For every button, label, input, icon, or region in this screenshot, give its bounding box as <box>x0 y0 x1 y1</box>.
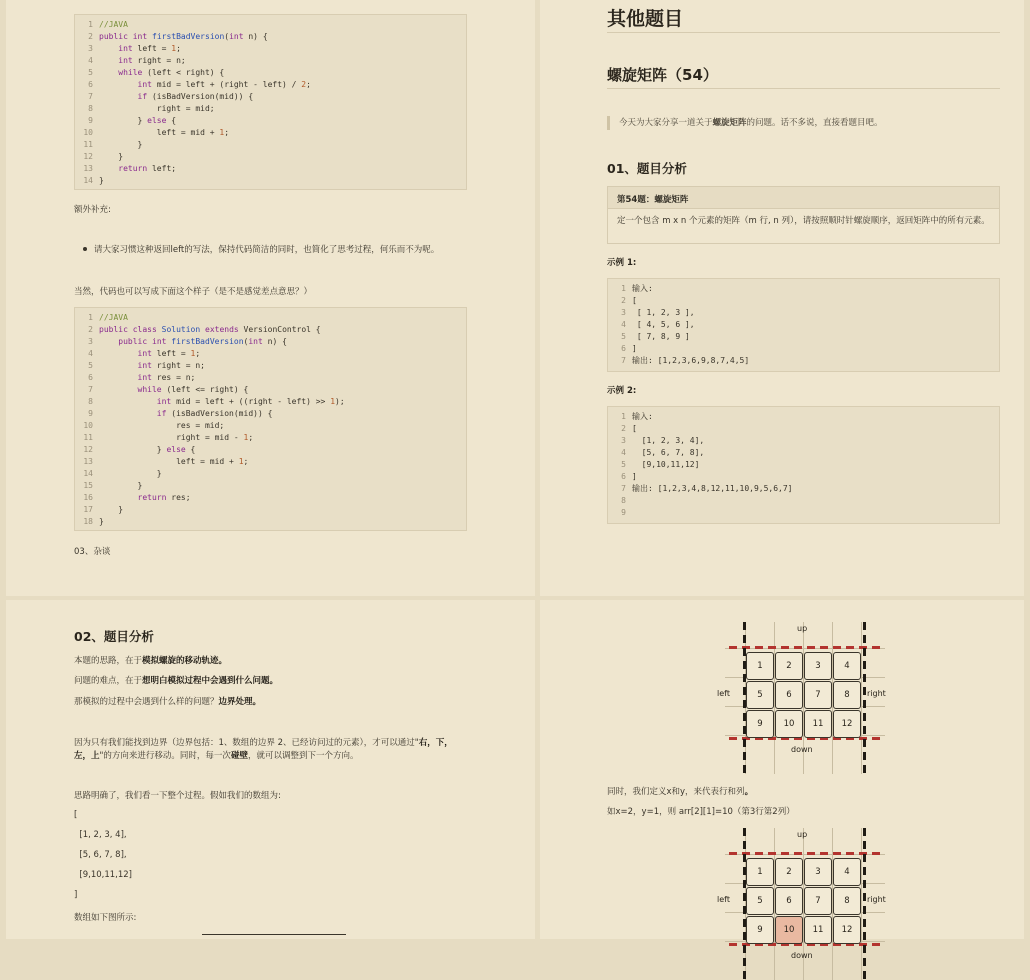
code-text: } <box>99 517 104 526</box>
para-idea <box>74 654 227 666</box>
line-number: 4 <box>621 320 626 329</box>
grid-cell: 8 <box>833 887 861 915</box>
code-line <box>75 456 466 468</box>
code-line <box>75 139 466 151</box>
code-line <box>75 384 466 396</box>
line-number: 16 <box>83 493 93 502</box>
code-text: public int firstBadVersion(int n) { <box>118 337 287 346</box>
code-text: right = mid; <box>99 104 215 113</box>
para-boundary-bold1: 右，下， <box>418 738 453 748</box>
code-line <box>75 115 466 127</box>
quote-text-post: 的问题。话不多说，直接看题目吧。 <box>746 118 883 128</box>
grid-cell: 7 <box>804 887 832 915</box>
grid-cell: 5 <box>746 887 774 915</box>
line-number: 1 <box>88 313 93 322</box>
up-boundary <box>729 852 881 855</box>
code-line <box>75 127 466 139</box>
para-boundary-line2 <box>74 749 358 761</box>
code-line <box>608 459 999 471</box>
subtitle: 螺旋矩阵（54） <box>607 66 718 84</box>
code-line <box>75 420 466 432</box>
code-text: //JAVA <box>99 313 128 322</box>
para-figure: 数组如下图所示: <box>74 913 137 923</box>
code-line <box>75 31 466 43</box>
quote-text-bold: 螺旋矩阵 <box>712 118 747 128</box>
line-number: 10 <box>83 128 93 137</box>
code-line <box>608 355 999 367</box>
code-line <box>75 432 466 444</box>
panel-top-left <box>6 0 535 596</box>
code-line <box>75 444 466 456</box>
line-number: 5 <box>88 68 93 77</box>
grid-cell: 10 <box>775 710 803 738</box>
line-number: 3 <box>621 436 626 445</box>
grid-cell: 2 <box>775 858 803 886</box>
code-text: //JAVA <box>99 20 128 29</box>
panel-top-right <box>540 0 1024 596</box>
grid-cell: 2 <box>775 652 803 680</box>
code-text: 输入: <box>632 412 653 421</box>
code-line <box>75 348 466 360</box>
code-text: if (isBadVersion(mid)) { <box>156 409 273 418</box>
intro-quote <box>607 116 1000 130</box>
array-line-0: [ <box>74 810 78 820</box>
code-line <box>608 319 999 331</box>
code-text: public int firstBadVersion(int n) { <box>99 32 268 41</box>
code-text: } else { <box>99 445 196 454</box>
grid-cell: 6 <box>775 887 803 915</box>
para-boundary-bold3: 碰壁 <box>230 751 248 761</box>
guide-line <box>861 828 862 980</box>
code-line <box>608 295 999 307</box>
quote-text-pre: 今天为大家分享一道关于 <box>619 118 713 128</box>
line-number: 2 <box>88 32 93 41</box>
line-number: 13 <box>83 457 93 466</box>
para-boundary-mid: "的方向来进行移动。同时，每一次 <box>99 751 231 761</box>
code-text: int right = n; <box>137 361 205 370</box>
array-line-3: [9,10,11,12] <box>74 870 132 880</box>
code-line <box>608 471 999 483</box>
para-boundary-line1 <box>74 736 453 748</box>
code-text: return res; <box>137 493 191 502</box>
code-text: ] <box>632 472 637 481</box>
line-number: 9 <box>621 508 626 517</box>
para-boundary-pre: 因为只有我们能找到边界（边界包括：1、数组的边界 2、已经访问过的元素），才可以通过" <box>74 738 419 748</box>
line-number: 3 <box>88 337 93 346</box>
code-text: 输出: [1,2,3,6,9,8,7,4,5] <box>632 356 750 365</box>
code-text: return left; <box>118 164 177 173</box>
code-text: [ <box>632 424 637 433</box>
line-number: 7 <box>621 356 626 365</box>
problem-card-title: 第54题：螺旋矩阵 <box>608 187 999 209</box>
grid-cell: 9 <box>746 916 774 944</box>
grid-cell: 4 <box>833 858 861 886</box>
line-number: 8 <box>621 496 626 505</box>
bullet-dot <box>83 247 87 251</box>
line-number: 6 <box>88 373 93 382</box>
code-line <box>608 423 999 435</box>
grid-cell: 7 <box>804 681 832 709</box>
line-number: 2 <box>88 325 93 334</box>
code-line <box>608 307 999 319</box>
define-xy-bold: 。 <box>744 787 754 797</box>
code-line <box>608 435 999 447</box>
code-text: 输入: <box>632 284 653 293</box>
code-line <box>75 516 466 528</box>
code-line <box>75 360 466 372</box>
example1-label: 示例 1: <box>607 258 637 268</box>
code-line <box>608 483 999 495</box>
grid-cell: 11 <box>804 916 832 944</box>
code-line <box>608 411 999 423</box>
right-boundary <box>863 622 866 774</box>
line-number: 9 <box>88 409 93 418</box>
code-text: } <box>99 140 143 149</box>
line-number: 3 <box>88 44 93 53</box>
line-number: 18 <box>83 517 93 526</box>
code-line <box>608 495 999 507</box>
line-number: 5 <box>621 460 626 469</box>
boundary-label-down: down <box>791 951 813 960</box>
line-number: 13 <box>83 164 93 173</box>
problem-card <box>607 186 1000 244</box>
boundary-label-right: right <box>867 895 886 904</box>
code-text: [ 4, 5, 6 ], <box>632 320 695 329</box>
grid-cell: 10 <box>775 916 803 944</box>
code-line <box>608 343 999 355</box>
code-text: [ 7, 8, 9 ] <box>632 332 690 341</box>
line-number: 7 <box>88 385 93 394</box>
code-text: } else { <box>99 116 177 125</box>
line-number: 8 <box>88 104 93 113</box>
code-text: while (left <= right) { <box>137 385 249 394</box>
grid-cell: 12 <box>833 916 861 944</box>
code-line <box>75 103 466 115</box>
up-boundary <box>729 646 881 649</box>
code-line <box>608 331 999 343</box>
para-difficulty <box>74 674 278 686</box>
code-text: [9,10,11,12] <box>632 460 700 469</box>
grid-cell: 1 <box>746 652 774 680</box>
line-number: 12 <box>83 152 93 161</box>
line-number: 14 <box>83 469 93 478</box>
guide-line <box>861 622 862 774</box>
misc-heading: 03、杂谈 <box>74 547 111 557</box>
code-text: ] <box>632 344 637 353</box>
para-problem <box>74 695 261 707</box>
line-number: 11 <box>83 433 93 442</box>
grid-cell: 8 <box>833 681 861 709</box>
para-idea-pre: 本题的思路，在于 <box>74 656 143 666</box>
code-line <box>75 468 466 480</box>
line-number: 14 <box>83 176 93 185</box>
code-line <box>75 79 466 91</box>
code-line <box>75 151 466 163</box>
para-boundary-bold2: 左，上 <box>74 751 100 761</box>
grid-cell: 9 <box>746 710 774 738</box>
grid-cell: 12 <box>833 710 861 738</box>
boundary-label-right: right <box>867 689 886 698</box>
grid-cell: 3 <box>804 858 832 886</box>
panel-bottom-left <box>6 600 535 939</box>
grid-cell: 11 <box>804 710 832 738</box>
grid-cell: 1 <box>746 858 774 886</box>
code-text: } <box>99 505 124 514</box>
para-process: 思路明确了，我们看一下整个过程。假如我们的数组为: <box>74 791 281 801</box>
line-number: 7 <box>88 92 93 101</box>
para-boundary-post: ，就可以调整到下一个方向。 <box>247 751 359 761</box>
code-text: [1, 2, 3, 4], <box>632 436 705 445</box>
code-line <box>608 507 999 519</box>
code-text: if (isBadVersion(mid)) { <box>137 92 254 101</box>
para-problem-pre: 那模拟的过程中会遇到什么样的问题？ <box>74 697 219 707</box>
grid-cell: 3 <box>804 652 832 680</box>
example2-label: 示例 2: <box>607 386 637 396</box>
code-text: res = mid; <box>99 421 225 430</box>
right-boundary <box>863 828 866 980</box>
code-line <box>75 480 466 492</box>
line-number: 6 <box>88 80 93 89</box>
code-line <box>75 67 466 79</box>
line-number: 12 <box>83 445 93 454</box>
line-number: 4 <box>88 349 93 358</box>
line-number: 9 <box>88 116 93 125</box>
code-text: public class Solution extends VersionControl { <box>99 325 321 334</box>
code-line <box>75 492 466 504</box>
line-number: 5 <box>88 361 93 370</box>
code-text: } <box>99 469 162 478</box>
para-difficulty-pre: 问题的难点，在于 <box>74 676 143 686</box>
code-text: int left = 1; <box>118 44 181 53</box>
line-number: 4 <box>621 448 626 457</box>
line-number: 1 <box>621 284 626 293</box>
section-problem-analysis: 01、题目分析 <box>607 161 687 176</box>
line-number: 2 <box>621 296 626 305</box>
line-number: 1 <box>88 20 93 29</box>
code-text: int mid = left + (right - left) / 2; <box>137 80 311 89</box>
bullet-text: 请大家习惯这种返回left的写法，保持代码简洁的同时，也简化了思考过程，何乐而不为呢。 <box>94 245 440 255</box>
code-text: 输出: [1,2,3,4,8,12,11,10,9,5,6,7] <box>632 484 793 493</box>
also-text: 当然，代码也可以写成下面这个样子（是不是感觉差点意思？） <box>74 287 313 297</box>
boundary-label-left: left <box>717 895 730 904</box>
grid-cell: 5 <box>746 681 774 709</box>
code-line <box>608 447 999 459</box>
para-idea-bold: 模拟螺旋的移动轨迹。 <box>142 656 228 666</box>
code-text: right = mid - 1; <box>99 433 254 442</box>
line-number: 6 <box>621 344 626 353</box>
code-text: int mid = left + ((right - left) >> 1); <box>156 397 345 406</box>
line-number: 2 <box>621 424 626 433</box>
line-number: 11 <box>83 140 93 149</box>
problem-card-body: 定一个包含 m x n 个元素的矩阵（m 行, n 列），请按照顺时针螺旋顺序，返回矩阵中的所有元素。 <box>617 216 990 226</box>
array-line-4: ] <box>74 890 78 900</box>
code-line <box>75 504 466 516</box>
code-text: } <box>99 176 104 185</box>
code-text: [5, 6, 7, 8], <box>632 448 705 457</box>
code-text: int res = n; <box>137 373 196 382</box>
spiral-grid-figure <box>715 622 895 774</box>
example-xy-text: 如x=2，y=1，则 arr[2][1]=10（第3行第2列） <box>607 807 795 817</box>
array-line-2: [5, 6, 7, 8], <box>74 850 127 860</box>
title-rule <box>607 32 1000 33</box>
code-text: } <box>99 152 124 161</box>
boundary-label-up: up <box>797 624 808 633</box>
section-solution-analysis: 02、题目分析 <box>74 629 154 644</box>
code-line <box>608 283 999 295</box>
code-line <box>75 372 466 384</box>
line-number: 6 <box>621 472 626 481</box>
panel-bottom-right <box>540 600 1024 960</box>
code-text: left = mid + 1; <box>99 128 230 137</box>
define-xy-text <box>607 785 753 797</box>
code-text: [ 1, 2, 3 ], <box>632 308 695 317</box>
code-block-first-bad-version <box>74 14 467 190</box>
code-line <box>75 163 466 175</box>
para-difficulty-bold: 想明白模拟过程中会遇到什么问题。 <box>142 676 279 686</box>
code-line <box>75 408 466 420</box>
para-problem-bold: 边界处理。 <box>218 697 262 707</box>
line-number: 7 <box>621 484 626 493</box>
code-block-solution <box>74 307 467 531</box>
line-number: 1 <box>621 412 626 421</box>
grid-cell: 6 <box>775 681 803 709</box>
code-line <box>75 43 466 55</box>
code-line <box>75 55 466 67</box>
line-number: 4 <box>88 56 93 65</box>
code-text: [ <box>632 296 637 305</box>
extra-label: 额外补充: <box>74 205 111 215</box>
code-line <box>75 312 466 324</box>
code-line <box>75 91 466 103</box>
code-text: int right = n; <box>118 56 186 65</box>
code-line <box>75 324 466 336</box>
boundary-label-left: left <box>717 689 730 698</box>
code-line <box>75 175 466 187</box>
define-xy-pre: 同时，我们定义x和y，来代表行和列 <box>607 787 745 797</box>
boundary-label-up: up <box>797 830 808 839</box>
code-text: int left = 1; <box>137 349 201 358</box>
spiral-grid-figure-highlight <box>715 828 895 980</box>
line-number: 8 <box>88 397 93 406</box>
line-number: 15 <box>83 481 93 490</box>
code-line <box>75 396 466 408</box>
figure-peek <box>202 934 346 940</box>
code-text: } <box>99 481 143 490</box>
array-line-1: [1, 2, 3, 4], <box>74 830 127 840</box>
code-line <box>75 336 466 348</box>
subtitle-rule <box>607 88 1000 89</box>
example1-block <box>607 278 1000 372</box>
code-line <box>75 19 466 31</box>
line-number: 5 <box>621 332 626 341</box>
boundary-label-down: down <box>791 745 813 754</box>
line-number: 3 <box>621 308 626 317</box>
page-title: 其他题目 <box>607 8 684 30</box>
line-number: 17 <box>83 505 93 514</box>
code-text: while (left < right) { <box>118 68 225 77</box>
code-text: left = mid + 1; <box>99 457 249 466</box>
grid-cell: 4 <box>833 652 861 680</box>
line-number: 10 <box>83 421 93 430</box>
example2-block <box>607 406 1000 524</box>
